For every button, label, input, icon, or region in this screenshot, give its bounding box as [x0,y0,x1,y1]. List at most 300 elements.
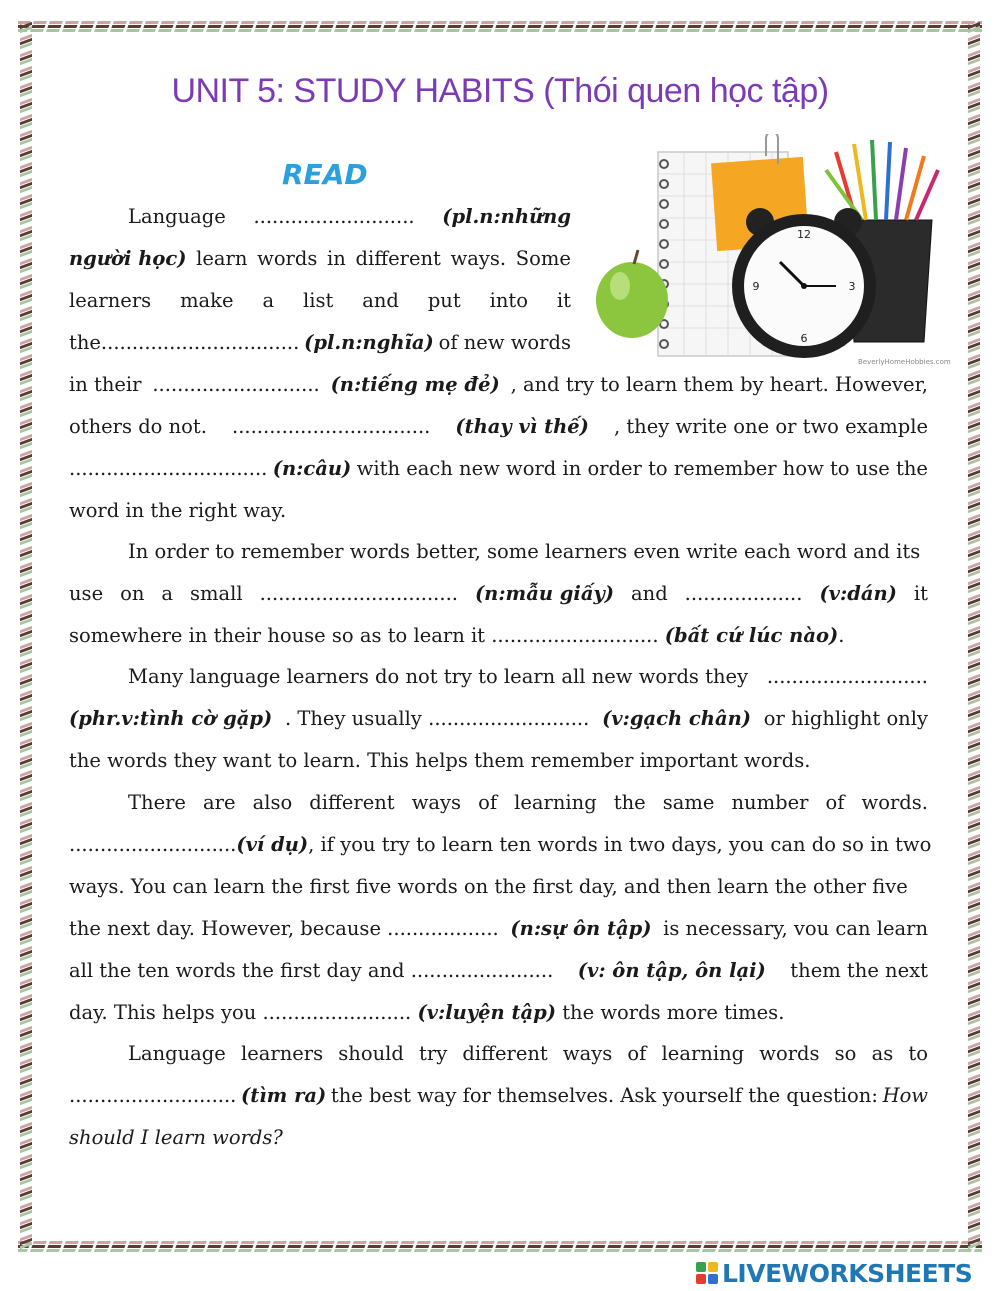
decorative-border-top [18,18,982,34]
border-pencil-glyph [638,21,655,32]
border-pencil-glyph [670,1241,687,1252]
border-pencil-glyph [968,482,980,497]
passage-line [69,908,928,950]
passage-line [128,1033,928,1075]
border-pencil-glyph [750,1241,767,1252]
border-pencil-glyph [20,482,32,497]
vocabulary-hint: (pl.n:nghĩa) [304,331,434,354]
image-credit: BeverlyHomeHobbies.com [858,358,951,366]
border-pencil-glyph [686,21,703,32]
passage-text: in their [69,373,142,396]
passage-text: of [825,791,845,814]
passage-text: of [478,791,498,814]
border-pencil-glyph [968,562,980,577]
vocabulary-hint: (bất cứ lúc nào) [664,624,839,647]
border-pencil-glyph [968,674,980,689]
border-pencil-glyph [968,850,980,865]
border-pencil-glyph [526,1241,543,1252]
border-pencil-glyph [968,994,980,1009]
border-pencil-glyph [968,322,980,337]
border-pencil-glyph [478,21,495,32]
vocabulary-hint: người học) [69,247,187,270]
border-pencil-glyph [142,1241,159,1252]
passage-line [69,950,928,992]
border-pencil-glyph [968,242,980,257]
border-pencil-glyph [20,658,32,673]
border-pencil-glyph [968,786,980,801]
border-pencil-glyph [20,402,32,417]
passage-text: words [759,1042,820,1065]
passage-line [69,615,844,657]
border-pencil-glyph [158,1241,175,1252]
border-pencil-glyph [20,898,32,913]
answer-blank[interactable]: ................... [684,582,803,605]
border-pencil-glyph [926,21,943,32]
passage-line [69,573,928,615]
border-pencil-glyph [830,1241,847,1252]
border-pencil-glyph [20,754,32,769]
border-pencil-glyph [846,1241,863,1252]
passage-text: should [338,1042,404,1065]
answer-blank[interactable]: ................................ [259,582,458,605]
border-pencil-glyph [968,1170,980,1185]
border-pencil-glyph [414,21,431,32]
passage-text: small [190,582,243,605]
passage-text: to [908,1042,928,1065]
passage-text: into [489,289,528,312]
border-pencil-glyph [558,21,575,32]
border-pencil-glyph [968,34,980,49]
border-pencil-glyph [968,722,980,737]
border-pencil-glyph [910,1241,927,1252]
border-pencil-glyph [968,530,980,545]
border-pencil-glyph [20,1154,32,1169]
border-pencil-glyph [20,546,32,561]
study-illustration [594,134,950,380]
vocabulary-hint: (n:mẫu giấy) [474,582,615,605]
border-pencil-glyph [782,1241,799,1252]
border-pencil-glyph [968,418,980,433]
passage-text: or highlight only [763,707,928,730]
border-pencil-glyph [968,1042,980,1057]
border-pencil-glyph [20,290,32,305]
border-pencil-glyph [968,898,980,913]
border-pencil-glyph [20,1202,32,1217]
alarm-clock [732,208,876,358]
border-pencil-glyph [302,1241,319,1252]
passage-line [69,364,928,406]
border-pencil-glyph [222,21,239,32]
svg-text:12: 12 [797,228,811,241]
border-pencil-glyph [968,514,980,529]
border-pencil-glyph [20,738,32,753]
passage-text: words [257,247,318,270]
border-pencil-glyph [968,274,980,289]
border-pencil-glyph [20,1074,32,1089]
border-pencil-glyph [302,21,319,32]
border-pencil-glyph [20,978,32,993]
passage-line [69,448,928,490]
border-pencil-glyph [20,1170,32,1185]
passage-line [69,698,928,740]
border-pencil-glyph [20,578,32,593]
border-pencil-glyph [20,994,32,1009]
border-pencil-glyph [254,1241,271,1252]
border-pencil-glyph [20,498,32,513]
border-pencil-glyph [718,21,735,32]
border-pencil-glyph [62,21,79,32]
border-pencil-glyph [398,21,415,32]
border-pencil-glyph [446,21,463,32]
border-pencil-glyph [968,802,980,817]
passage-text: same [662,791,715,814]
passage-text: day. This helps you ........................ [69,1001,418,1024]
border-pencil-glyph [968,690,980,705]
answer-blank[interactable]: ........................... [69,1084,237,1107]
passage-text: somewhere in their house so as to learn it ........................... [69,624,665,647]
border-pencil-glyph [968,450,980,465]
passage-line [128,782,928,824]
border-pencil-glyph [20,178,32,193]
border-pencil-glyph [94,1241,111,1252]
passage-text: the best way for themselves. Ask yourself the question: [330,1084,878,1107]
vocabulary-hint: (v: ôn tập, ôn lại) [577,959,766,982]
answer-blank[interactable]: .......................... [253,205,415,228]
border-pencil-glyph [494,21,511,32]
border-pencil-glyph [968,306,980,321]
border-pencil-glyph [478,1241,495,1252]
border-pencil-glyph [968,978,980,993]
answer-blank[interactable]: ........................... [69,833,237,856]
border-pencil-glyph [968,866,980,881]
border-pencil-glyph [968,162,980,177]
border-pencil-glyph [126,1241,143,1252]
border-pencil-glyph [968,498,980,513]
border-pencil-glyph [968,610,980,625]
border-pencil-glyph [968,658,980,673]
pencils [826,140,938,220]
border-pencil-glyph [20,450,32,465]
border-pencil-glyph [968,1218,980,1233]
passage-line [128,656,928,698]
border-pencil-glyph [968,434,980,449]
border-pencil-glyph [190,21,207,32]
border-pencil-glyph [814,1241,831,1252]
passage-line [69,490,286,532]
border-pencil-glyph [494,1241,511,1252]
decorative-border-bottom [18,1238,982,1254]
border-pencil-glyph [20,274,32,289]
liveworksheets-brand: LIVEWORKSHEETS [722,1258,973,1288]
border-pencil-glyph [20,722,32,737]
border-pencil-glyph [968,1186,980,1201]
answer-blank[interactable]: ................................ [232,415,431,438]
border-pencil-glyph [462,1241,479,1252]
border-pencil-glyph [968,1074,980,1089]
border-pencil-glyph [270,21,287,32]
border-pencil-glyph [968,258,980,273]
passage-line [69,824,932,866]
passage-text: the................................ [69,331,300,354]
border-pencil-glyph [894,1241,911,1252]
border-pencil-glyph [968,914,980,929]
border-pencil-glyph [20,1186,32,1201]
border-pencil-glyph [606,21,623,32]
border-pencil-glyph [20,1058,32,1073]
border-pencil-glyph [968,882,980,897]
passage-text: are [203,791,236,814]
border-pencil-glyph [622,21,639,32]
border-pencil-glyph [20,114,32,129]
border-pencil-glyph [798,1241,815,1252]
decorative-border-right [966,22,982,1254]
green-apple [596,250,668,338]
border-pencil-glyph [20,562,32,577]
passage-text: the words more times. [556,1001,785,1024]
passage-text: others do not. [69,415,207,438]
border-pencil-glyph [20,514,32,529]
border-pencil-glyph [20,770,32,785]
answer-blank[interactable]: ................................ [69,457,268,480]
border-pencil-glyph [20,1026,32,1041]
passage-text: ways [411,791,462,814]
question-text: How [882,1084,928,1107]
border-pencil-glyph [968,834,980,849]
border-pencil-glyph [20,818,32,833]
border-pencil-glyph [670,21,687,32]
border-pencil-glyph [968,706,980,721]
passage-text: learning [661,1042,745,1065]
border-pencil-glyph [968,290,980,305]
passage-line [69,740,810,782]
passage-text: different [355,247,441,270]
vocabulary-hint: (v:gạch chân) [602,707,752,730]
border-pencil-glyph [20,210,32,225]
passage-line [69,866,928,908]
passage-line [69,238,571,280]
section-heading: READ [282,158,368,191]
vocabulary-hint: (ví dụ) [236,833,309,856]
border-pencil-glyph [968,818,980,833]
border-pencil-glyph [846,21,863,32]
border-pencil-glyph [94,21,111,32]
passage-line [128,531,928,573]
border-pencil-glyph [20,322,32,337]
border-pencil-glyph [968,114,980,129]
border-pencil-glyph [350,21,367,32]
border-pencil-glyph [968,1010,980,1025]
passage-text: it [556,289,571,312]
answer-blank[interactable]: ........................... [152,373,320,396]
border-pencil-glyph [20,834,32,849]
border-pencil-glyph [622,1241,639,1252]
passage-text: learning [514,791,597,814]
border-pencil-glyph [318,1241,335,1252]
border-pencil-glyph [968,1106,980,1121]
border-pencil-glyph [968,962,980,977]
border-pencil-glyph [20,626,32,641]
border-pencil-glyph [334,1241,351,1252]
border-pencil-glyph [20,866,32,881]
vocabulary-hint: (pl.n:những [442,205,571,228]
border-pencil-glyph [366,21,383,32]
border-pencil-glyph [382,1241,399,1252]
passage-text: of new words [438,331,571,354]
border-pencil-glyph [20,34,32,49]
border-pencil-glyph [968,226,980,241]
answer-blank[interactable]: .......................... [766,665,928,688]
border-pencil-glyph [20,434,32,449]
passage-text: put [427,289,461,312]
passage-text: as [871,1042,894,1065]
border-pencil-glyph [270,1241,287,1252]
border-pencil-glyph [702,1241,719,1252]
border-pencil-glyph [20,1234,32,1249]
border-pencil-glyph [750,21,767,32]
border-pencil-glyph [142,21,159,32]
border-pencil-glyph [174,21,191,32]
decorative-border-left [18,22,34,1254]
passage-text: different [309,791,395,814]
passage-line [128,196,571,238]
border-pencil-glyph [654,1241,671,1252]
passage-text: , if you try to learn ten words in two days, you can do so in two [308,833,932,856]
border-pencil-glyph [968,578,980,593]
passage-line [69,1075,928,1117]
border-pencil-glyph [766,1241,783,1252]
border-pencil-glyph [798,21,815,32]
passage-text: the words they want to learn. This helps them remember important words. [69,749,811,772]
border-pencil-glyph [574,21,591,32]
border-pencil-glyph [968,1154,980,1169]
border-pencil-glyph [968,1090,980,1105]
border-pencil-glyph [366,1241,383,1252]
border-pencil-glyph [20,690,32,705]
passage-line [69,280,571,322]
border-pencil-glyph [78,21,95,32]
passage-text: in [327,247,346,270]
border-pencil-glyph [20,610,32,625]
border-pencil-glyph [542,21,559,32]
border-pencil-glyph [926,1241,943,1252]
passage-text: make [180,289,234,312]
page-title: UNIT 5: STUDY HABITS (Thói quen học tập) [171,72,829,110]
border-pencil-glyph [398,1241,415,1252]
border-pencil-glyph [20,946,32,961]
svg-text:3: 3 [848,280,856,293]
border-pencil-glyph [462,21,479,32]
passage-line [69,1117,283,1159]
border-pencil-glyph [20,146,32,161]
border-pencil-glyph [878,21,895,32]
border-pencil-glyph [718,1241,735,1252]
passage-text: also [252,791,293,814]
border-pencil-glyph [238,21,255,32]
border-pencil-glyph [222,1241,239,1252]
passage-text: In order to remember words better, some learners even write each word and its [128,540,921,563]
border-pencil-glyph [20,130,32,145]
border-pencil-glyph [20,338,32,353]
passage-line [69,322,571,364]
vocabulary-hint: (n:câu) [272,457,352,480]
border-pencil-glyph [20,1218,32,1233]
passage-text: ways. [450,247,507,270]
passage-text: There [128,791,186,814]
passage-text: on [120,582,145,605]
border-pencil-glyph [968,386,980,401]
border-pencil-glyph [318,21,335,32]
passage-text: list [303,289,334,312]
border-pencil-glyph [20,786,32,801]
passage-text: a [161,582,174,605]
border-pencil-glyph [20,1106,32,1121]
border-pencil-glyph [510,1241,527,1252]
border-pencil-glyph [968,402,980,417]
border-pencil-glyph [20,22,32,33]
border-pencil-glyph [20,258,32,273]
border-pencil-glyph [606,1241,623,1252]
border-pencil-glyph [968,626,980,641]
border-pencil-glyph [20,850,32,865]
passage-text: ways [562,1042,613,1065]
passage-text: different [462,1042,548,1065]
border-pencil-glyph [590,1241,607,1252]
passage-text: a [262,289,275,312]
border-pencil-glyph [968,946,980,961]
border-pencil-glyph [942,21,959,32]
border-pencil-glyph [382,21,399,32]
border-pencil-glyph [510,21,527,32]
border-pencil-glyph [968,354,980,369]
border-pencil-glyph [968,130,980,145]
passage-text: learners [69,289,152,312]
svg-text:9: 9 [752,280,760,293]
liveworksheets-footer[interactable] [696,1258,972,1288]
passage-text: Some [515,247,571,270]
border-pencil-glyph [286,21,303,32]
border-pencil-glyph [968,642,980,657]
passage-text: Language [128,1042,226,1065]
border-pencil-glyph [968,194,980,209]
border-pencil-glyph [206,21,223,32]
question-text: should I learn words? [69,1126,283,1149]
border-pencil-glyph [20,242,32,257]
border-pencil-glyph [968,50,980,65]
border-pencil-glyph [734,21,751,32]
passage-text: use [69,582,104,605]
border-pencil-glyph [238,1241,255,1252]
border-pencil-glyph [968,1026,980,1041]
border-pencil-glyph [878,1241,895,1252]
border-pencil-glyph [814,21,831,32]
border-pencil-glyph [968,1058,980,1073]
border-pencil-glyph [110,1241,127,1252]
border-pencil-glyph [968,1122,980,1137]
liveworksheets-logo-icon [696,1262,718,1284]
border-pencil-glyph [558,1241,575,1252]
border-pencil-glyph [20,354,32,369]
border-pencil-glyph [20,962,32,977]
border-pencil-glyph [46,21,63,32]
border-pencil-glyph [590,21,607,32]
passage-text: it [913,582,928,605]
border-pencil-glyph [968,178,980,193]
passage-text: , and try to learn them by heart. However, [510,373,928,396]
border-pencil-glyph [20,370,32,385]
passage-text: all the ten words the first day and ....................... [69,959,554,982]
passage-text: and [631,582,668,605]
border-pencil-glyph [20,1042,32,1057]
